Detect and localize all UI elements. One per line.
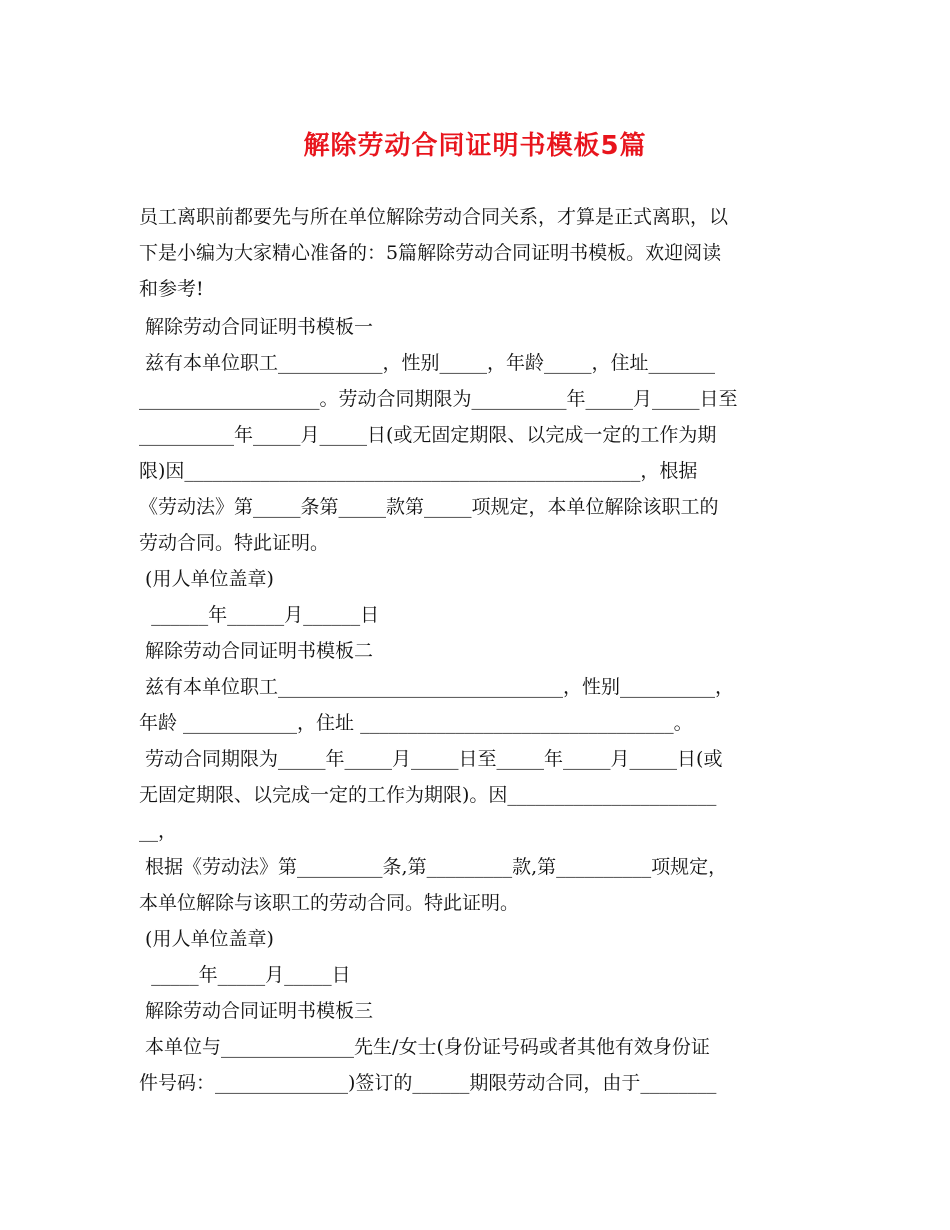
- date-line: ______年______月______日: [139, 604, 380, 626]
- text-line: 根据《劳动法》第_________条,第_________款,第__________项规定，: [139, 856, 728, 878]
- text-line: 《劳动法》第_____条第_____款第_____项规定，本单位解除该职工的: [139, 496, 719, 518]
- text-line: ___________________。劳动合同期限为__________年_____月_____日至: [139, 388, 738, 410]
- text-line: 兹有本单位职工______________________________，性别__________，: [139, 676, 735, 698]
- text-line: 和参考!: [139, 278, 204, 300]
- text-line: 兹有本单位职工___________，性别_____，年龄_____，住址_______: [139, 352, 716, 374]
- document-title: 解除劳动合同证明书模板5篇: [303, 131, 647, 161]
- text-line: 件号码：______________)签订的______期限劳动合同，由于________: [139, 1072, 717, 1094]
- text-line: 年龄 ____________，住址 _________________________________。: [139, 712, 693, 734]
- text-line: 下是小编为大家精心准备的：5篇解除劳动合同证明书模板。欢迎阅读: [139, 242, 722, 264]
- text-line: 本单位解除与该职工的劳动合同。特此证明。: [139, 892, 520, 914]
- text-line: 员工离职前都要先与所在单位解除劳动合同关系，才算是正式离职，以: [139, 206, 729, 228]
- date-line: _____年_____月_____日: [139, 964, 351, 986]
- text-line: 限)因________________________________________________，根据: [139, 460, 698, 482]
- section-heading-3: 解除劳动合同证明书模板三: [139, 1000, 374, 1022]
- seal-line: (用人单位盖章): [139, 568, 274, 590]
- section-heading-2: 解除劳动合同证明书模板二: [139, 640, 374, 662]
- text-line: __________年_____月_____日(或无固定期限、以完成一定的工作为期: [139, 424, 717, 446]
- seal-line: (用人单位盖章): [139, 928, 274, 950]
- section-heading-1: 解除劳动合同证明书模板一: [139, 316, 374, 338]
- text-line: 本单位与______________先生/女士(身份证号码或者其他有效身份证: [139, 1036, 710, 1058]
- text-line: 劳动合同。特此证明。: [139, 532, 330, 554]
- text-line: 无固定期限、以完成一定的工作为期限)。因______________________: [139, 784, 717, 806]
- text-line: 劳动合同期限为_____年_____月_____日至_____年_____月_____日(或: [139, 748, 723, 770]
- text-line: __，: [139, 820, 178, 842]
